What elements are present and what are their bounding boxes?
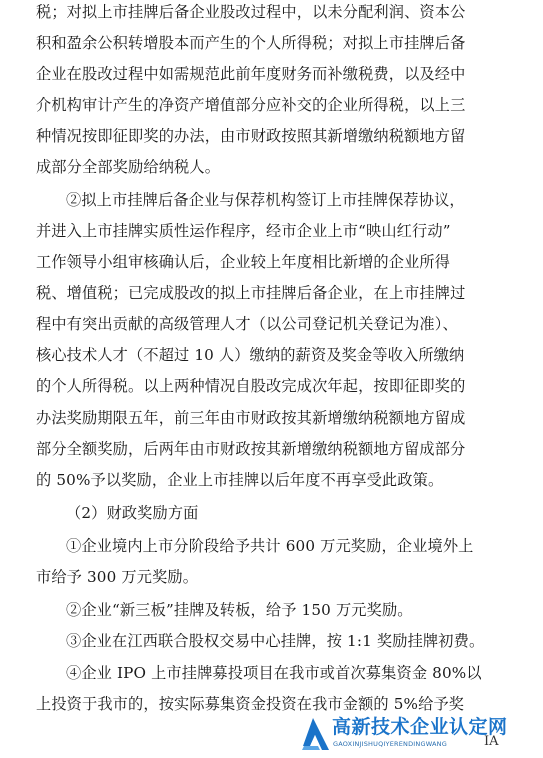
paragraph-start-line: ②拟上市挂牌后备企业与保荐机构签订上市挂牌保荐协议， <box>66 191 465 209</box>
watermark-title: 高新技术企业认定网 <box>332 716 508 738</box>
text-line: 工作领导小组审核确认后，企业较上年度相比新增的企业所得 <box>36 253 451 271</box>
text-line: 税；对拟上市挂牌后备企业股改过程中，以未分配利润、资本公 <box>36 3 466 21</box>
text-line: 种情况按即征即奖的办法，由市财政按照其新增缴纳税额地方留 <box>36 127 466 145</box>
text-line: 的 50%予以奖励，企业上市挂牌以后年度不再享受此政策。 <box>36 471 444 489</box>
text-line: 核心技术人才（不超过 10 人）缴纳的薪资及奖金等收入所缴纳 <box>36 346 465 364</box>
paragraph-start-line: ②企业“新三板”挂牌及转板，给予 150 万元奖励。 <box>66 601 413 619</box>
section-heading: （2）财政奖励方面 <box>66 504 199 522</box>
watermark-subtitle: GAOXINJISHUQIYERENDINGWANG <box>333 740 447 748</box>
site-watermark <box>300 714 543 758</box>
text-line: 部分全额奖励，后两年由市财政按其新增缴纳税额地方留成部分 <box>36 440 466 458</box>
text-line: 市给予 300 万元奖励。 <box>36 568 199 586</box>
text-line: 程中有突出贡献的高级管理人才（以公司登记机关登记为准）、 <box>36 315 458 333</box>
paragraph-start-line: ①企业境内上市分阶段给予共计 600 万元奖励，企业境外上 <box>66 537 474 555</box>
text-line: 上投资于我市的，按实际募集资金投资在我市金额的 5%给予奖 <box>36 695 465 713</box>
page-number: IA <box>484 734 499 749</box>
text-line: 积和盈余公积转增股本而产生的个人所得税；对拟上市挂牌后备 <box>36 34 466 52</box>
paragraph-start-line: ③企业在江西联合股权交易中心挂牌，按 1:1 奖励挂牌初费。 <box>66 632 485 650</box>
text-line: 并进入上市挂牌实质性运作程序，经市企业上市“映山红行动” <box>36 222 451 240</box>
text-line: 成部分全部奖励给纳税人。 <box>36 158 221 176</box>
text-line: 介机构审计产生的净资产增值部分应补交的企业所得税，以上三 <box>36 96 466 114</box>
text-line: 办法奖励期限五年，前三年由市财政按其新增缴纳税额地方留成 <box>36 409 466 427</box>
paragraph-start-line: ④企业 IPO 上市挂牌募投项目在我市或首次募集资金 80%以 <box>66 664 482 682</box>
a-letter-logo-icon <box>300 716 330 752</box>
text-line: 税、增值税；已完成股改的拟上市挂牌后备企业，在上市挂牌过 <box>36 284 466 302</box>
text-line: 企业在股改过程中如需规范此前年度财务而补缴税费，以及经中 <box>36 65 466 83</box>
text-line: 的个人所得税。以上两种情况自股改完成次年起，按即征即奖的 <box>36 377 466 395</box>
